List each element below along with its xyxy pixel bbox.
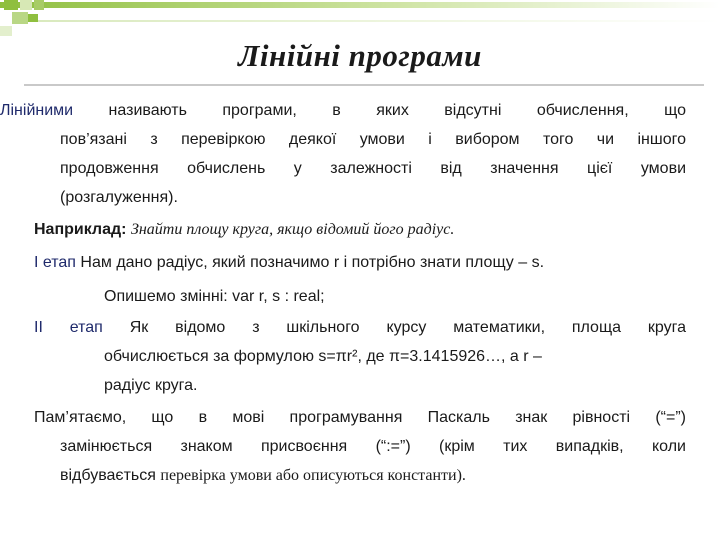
assignment-line-2: замінюється знаком присвоєння (“:=”) (крім тих випадків, коли — [60, 438, 686, 455]
paragraph-variables — [104, 282, 664, 311]
definition-term: Лінійними — [0, 102, 74, 119]
definition-line-3: продовження обчислень у залежності від значення цієї умови — [60, 160, 686, 177]
corner-square-2 — [20, 0, 32, 10]
corner-square-6 — [28, 14, 38, 22]
example-line — [34, 215, 686, 244]
stage-2-line-3: радіус круга. — [104, 377, 198, 394]
paragraph-definition — [0, 96, 686, 212]
corner-square-5 — [0, 26, 12, 36]
corner-square-3 — [34, 0, 44, 10]
stage-2-text-1: Як відомо з шкільного курсу математики, площа круга — [129, 319, 686, 336]
corner-square-4 — [12, 12, 28, 24]
paragraph-stage-2 — [34, 313, 686, 400]
definition-text-1: називають програми, в яких відсутні обчислення, що — [108, 102, 686, 119]
definition-line-2: пов’язані з перевіркою деякої умови і вибором того чи іншого — [60, 131, 686, 148]
stage-2-label: II етап — [34, 319, 103, 336]
variables-line: Опишемо змінні: var r, s : real; — [104, 288, 325, 305]
stage-1-text: Нам дано радіус, який позначимо r і потрібно знати площу – s. — [80, 254, 545, 271]
assignment-text-3b: перевірка умови або описуються константи). — [160, 467, 466, 484]
title-divider — [24, 84, 704, 86]
slide-title: Лінійні програми — [238, 38, 482, 73]
definition-line-4: (розгалуження). — [60, 189, 178, 206]
corner-square-1 — [4, 0, 18, 10]
stage-2-line-2: обчислюється за формулою s=πr², де π=3.1415926…, а r – — [104, 348, 542, 365]
example-text: Знайти площу круга, якщо відомий його радіус. — [130, 221, 455, 238]
definition-line-1 — [0, 96, 686, 125]
stage-1-line — [34, 248, 686, 277]
example-label: Наприклад: — [34, 221, 127, 238]
assignment-line-3 — [60, 461, 686, 490]
assignment-line-1: Пам’ятаємо, що в мові програмування Паскаль знак рівності (“=”) — [34, 409, 686, 426]
paragraph-stage-1 — [34, 248, 686, 277]
paragraph-example — [34, 215, 686, 244]
paragraph-assignment — [34, 403, 686, 490]
assignment-text-3a: відбувається — [60, 467, 156, 484]
stage-2-line-1 — [34, 313, 686, 342]
stage-1-label: I етап — [34, 254, 76, 271]
